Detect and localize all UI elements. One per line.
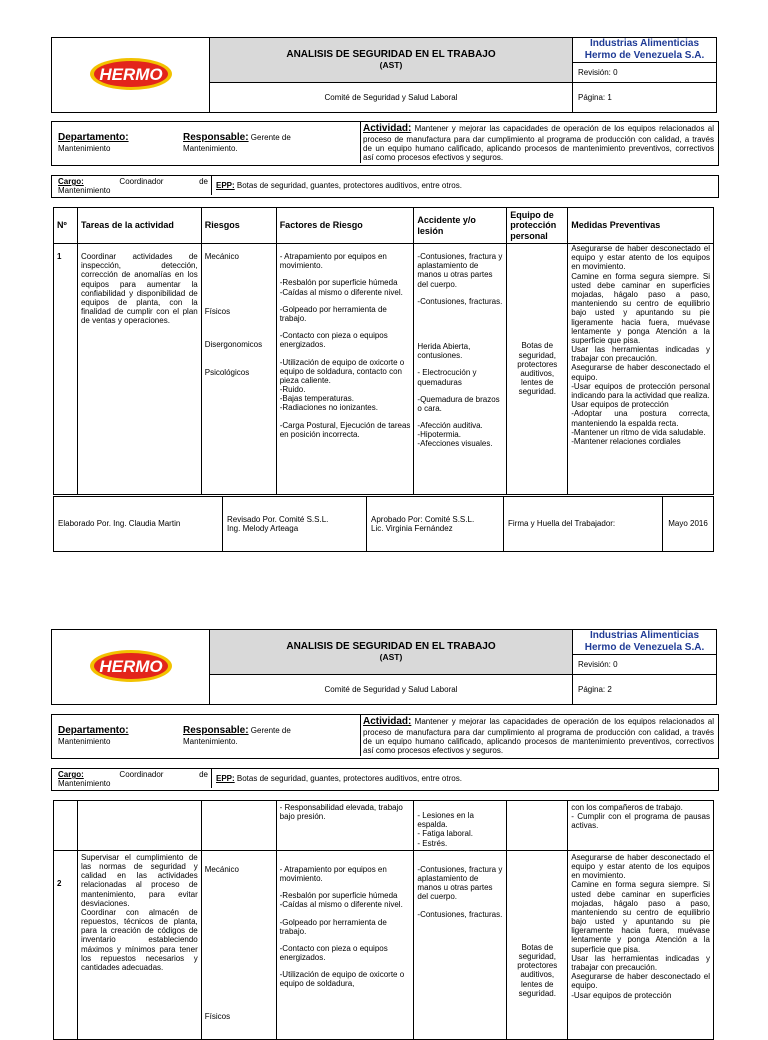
factors-cell: - Responsabilidad elevada, trabajo bajo presión. — [276, 801, 414, 851]
department: Departamento: Mantenimiento — [58, 132, 129, 153]
aprobado: Aprobado Por: Comité S.S.L. Lic. Virginia Fernández — [367, 497, 504, 552]
department-strip — [51, 121, 719, 166]
row-number: 2 — [54, 850, 78, 1039]
page-number: Página: 1 — [573, 82, 717, 112]
task-cell — [77, 801, 201, 851]
firma: Firma y Huella del Trabajador: — [504, 497, 663, 552]
epp: EPP: Botas de seguridad, guantes, protectores auditivos, entre otros. — [211, 176, 711, 195]
table-row — [54, 244, 714, 495]
col-measures: Medidas Preventivas — [568, 208, 714, 244]
risk-table-continued — [53, 800, 714, 1040]
col-num: Nº — [54, 208, 78, 244]
task-cell: Supervisar el cumplimiento de las normas de seguridad y calidad en las actividades relacionadas al proceso de mantenimiento, para evitar desviaciones. Coordinar con almacén de repuestos, técnicos de planta, para la creación de códigos de inventario estableciendo máximos y mínimos para tener los repuestos necesarios y cantidades adecuadas. — [77, 850, 201, 1039]
col-factors: Factores de Riesgo — [276, 208, 414, 244]
revisado: Revisado Por. Comité S.S.L. Ing. Melody Arteaga — [223, 497, 367, 552]
col-epp: Equipo de protección personal — [507, 208, 568, 244]
table-header-row — [54, 208, 714, 244]
svg-text:HERMO: HERMO — [99, 657, 163, 676]
revision: Revisión: 0 — [573, 655, 717, 674]
cargo-strip — [51, 768, 719, 791]
cargo: Cargo: Coordinador de Mantenimiento — [58, 177, 208, 196]
risks-cell — [201, 801, 276, 851]
risks-cell: Mecánico Físicos — [201, 850, 276, 1039]
factors-cell: - Atrapamiento por equipos en movimiento. -Resbalón por superficie húmeda -Caídas al mismo o diferente nivel. -Golpeado por herramienta de trabajo. -Contacto con pieza o equipos energizados. -Utilización de equipo de oxicorte o equipo de soldadura, — [276, 850, 414, 1039]
row-number — [54, 801, 78, 851]
hermo-logo — [89, 648, 173, 684]
epp-cell: Botas de seguridad, protectores auditivos, lentes de seguridad. — [507, 244, 568, 495]
logo-cell — [52, 38, 210, 113]
accident-cell: -Contusiones, fractura y aplastamiento de manos u otras partes del cuerpo. -Contusiones, fracturas. — [414, 850, 507, 1039]
document-title: ANALISIS DE SEGURIDAD EN EL TRABAJO (AST) — [210, 38, 573, 83]
accident-cell: - Lesiones en la espalda. - Fatiga laboral. - Estrés. — [414, 801, 507, 851]
epp: EPP: Botas de seguridad, guantes, protectores auditivos, entre otros. — [211, 769, 711, 788]
activity: Actividad: Mantener y mejorar las capacidades de operación de los equipos relacionados al proceso de manufactura para dar cumplimiento al programa de producción con calidad, a través de un equipo humano calificado, aplicando procesos de mantenimiento preventivos, correctivos así como procesos efectivos y seguros. — [360, 715, 716, 756]
page2-header — [51, 629, 717, 705]
signature-row — [53, 496, 714, 552]
page-number: Página: 2 — [573, 674, 717, 704]
department: Departamento: Mantenimiento — [58, 725, 129, 746]
table-row — [54, 801, 714, 851]
revision: Revisión: 0 — [573, 63, 717, 82]
committee: Comité de Seguridad y Salud Laboral — [210, 674, 573, 704]
elaborado: Elaborado Por. Ing. Claudia Martin — [54, 497, 223, 552]
company-name: Industrias Alimenticias Hermo de Venezuela S.A. — [573, 38, 717, 63]
epp-cell — [507, 801, 568, 851]
responsable: Responsable: Gerente de Mantenimiento. — [183, 725, 291, 746]
factors-cell: - Atrapamiento por equipos en movimiento. -Resbalón por superficie húmeda -Caídas al mismo o diferente nivel. -Golpeado por herramienta de trabajo. -Contacto con pieza o equipos energizados. -Utilización de equipo de oxicorte o equipo de soldadura, contacto con pieza caliente. -Ruido. -Bajas temperaturas. -Radiaciones no ionizantes. -Carga Postural, Ejecución de tareas en posición incorrecta. — [276, 244, 414, 495]
accident-cell: -Contusiones, fractura y aplastamiento de manos u otras partes del cuerpo. -Contusiones, fracturas. Herida Abierta, contusiones. - Electrocución y quemaduras -Quemadura de brazos o cara. -Afección auditiva. -Hipotermia. -Afecciones visuales. — [414, 244, 507, 495]
svg-text:HERMO: HERMO — [99, 65, 163, 84]
col-risks: Riesgos — [201, 208, 276, 244]
col-accident: Accidente y/o lesión — [414, 208, 507, 244]
responsable: Responsable: Gerente de Mantenimiento. — [183, 132, 291, 153]
task-cell: Coordinar actividades de inspección, detección, corrección de anomalías en los equipos para aumentar la confiabilidad y disponibilidad de equipos de planta, con la finalidad de cumplir con el plan de ventas y operaciones. — [77, 244, 201, 495]
measures-cell: con los compañeros de trabajo. - Cumplir con el programa de pausas activas. — [568, 801, 714, 851]
table-row — [54, 850, 714, 1039]
fecha: Mayo 2016 — [668, 519, 708, 529]
risk-table — [53, 207, 714, 495]
committee: Comité de Seguridad y Salud Laboral — [210, 82, 573, 112]
activity: Actividad: Mantener y mejorar las capacidades de operación de los equipos relacionados al proceso de manufactura para dar cumplimiento al programa de producción con calidad, a través de un equipo humano calificado, aplicando procesos de mantenimiento preventivos, correctivos así como procesos efectivos y seguros. — [360, 122, 716, 163]
logo-cell — [52, 630, 210, 705]
cargo-strip — [51, 175, 719, 198]
hermo-logo — [89, 56, 173, 92]
department-strip — [51, 714, 719, 759]
company-name: Industrias Alimenticias Hermo de Venezuela S.A. — [573, 630, 717, 655]
document-title: ANALISIS DE SEGURIDAD EN EL TRABAJO (AST) — [210, 630, 573, 675]
risks-cell: Mecánico Físicos Disergonomicos Psicológicos — [201, 244, 276, 495]
measures-cell: Asegurarse de haber desconectado el equipo y estar atento de los equipos en movimiento. Camine en forma segura siempre. Si usted debe caminar en superficies mojadas, hágalo paso a paso, manteniendo su centro de equilibrio bajo usted y apuntando su pie ligeramente hacia fuera, muévase lentamente y ponga Atención a la superficie que pisa. Usar las herramientas indicadas y trabajar con precaución. Asegurarse de haber desconectado el equipo. -Usar equipos de protección — [568, 850, 714, 1039]
epp-cell: Botas de seguridad, protectores auditivos, lentes de seguridad. — [507, 850, 568, 1039]
measures-cell: Asegurarse de haber desconectado el equipo y estar atento de los equipos en movimiento. Camine en forma segura siempre. Si usted debe caminar en superficies mojadas, hágalo paso a paso, manteniendo su centro de equilibrio bajo usted y apuntando su pie ligeramente hacia fuera, muévase lentamente y ponga Atención a la superficie que pisa. Usar las herramientas indicadas y trabajar con precaución. Asegurarse de haber desconectado el equipo. -Usar equipos de protección personal indicando para la actividad que realiza. Usar equipos de protección -Adoptar una postura correcta, manteniendo la espalda recta. -Mantener un ritmo de vida saludable. -Mantener relaciones cordiales — [568, 244, 714, 495]
col-tasks: Tareas de la actividad — [77, 208, 201, 244]
row-number: 1 — [54, 244, 78, 495]
cargo: Cargo: Coordinador de Mantenimiento — [58, 770, 208, 789]
page1-header — [51, 37, 717, 113]
